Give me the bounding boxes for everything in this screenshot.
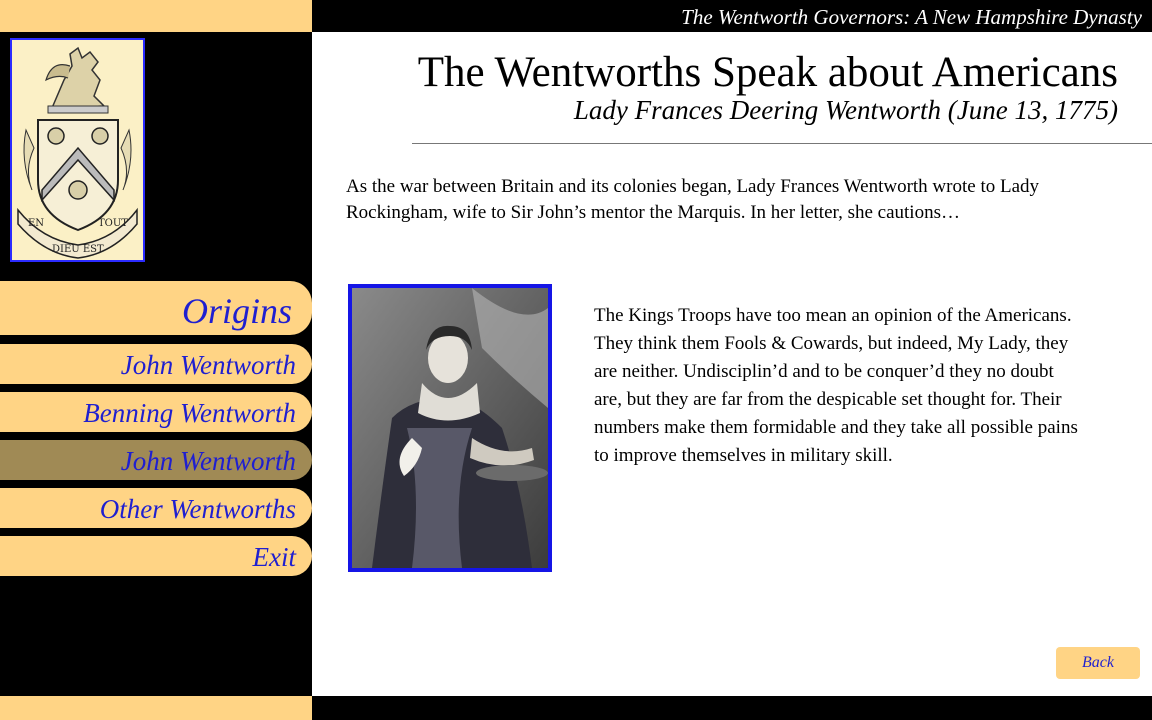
page-title: The Wentworths Speak about Americans xyxy=(417,49,1118,96)
title-divider xyxy=(412,143,1152,144)
top-left-accent-bar xyxy=(0,0,312,32)
footer-bar xyxy=(312,696,1152,720)
coat-of-arms-image xyxy=(10,38,145,262)
site-title: The Wentworth Governors: A New Hampshire Dynasty xyxy=(681,5,1142,29)
nav-john-wentworth-2[interactable]: John Wentworth xyxy=(0,440,312,480)
nav-origins[interactable]: Origins xyxy=(0,281,312,335)
nav-benning-wentworth[interactable]: Benning Wentworth xyxy=(0,392,312,432)
nav-john-wentworth-1[interactable]: John Wentworth xyxy=(0,344,312,384)
motto-right-text: TOUT xyxy=(98,218,128,229)
motto-left-text: EN xyxy=(28,218,45,229)
bottom-left-accent-bar xyxy=(0,696,312,720)
coat-of-arms-icon xyxy=(12,40,143,260)
portrait-figure-icon xyxy=(352,288,548,568)
back-button[interactable]: Back xyxy=(1056,647,1140,679)
header-bar xyxy=(312,0,1152,32)
quote-paragraph: The Kings Troops have too mean an opinion of the Americans. They think them Fools & Cowards, but indeed, My Lady, they are neither. Undisciplin’d and to be conquer’d they no doubt are, but they are far from the despicable set thought for. Their numbers make them formidable and they take all possible pains to improve themselves in military skill. xyxy=(594,305,1078,466)
motto-bottom-text: DIEU EST xyxy=(52,244,104,255)
nav-other-wentworths[interactable]: Other Wentworths xyxy=(0,488,312,528)
intro-paragraph: As the war between Britain and its colonies began, Lady Frances Wentworth wrote to Lady Rockingham, wife to Sir John’s mentor the Marquis. In her letter, she cautions… xyxy=(346,176,1040,223)
page-subtitle: Lady Frances Deering Wentworth (June 13, 1775) xyxy=(573,95,1118,125)
main-content xyxy=(312,32,1152,696)
nav-exit[interactable]: Exit xyxy=(0,536,312,576)
portrait-image xyxy=(348,284,552,572)
